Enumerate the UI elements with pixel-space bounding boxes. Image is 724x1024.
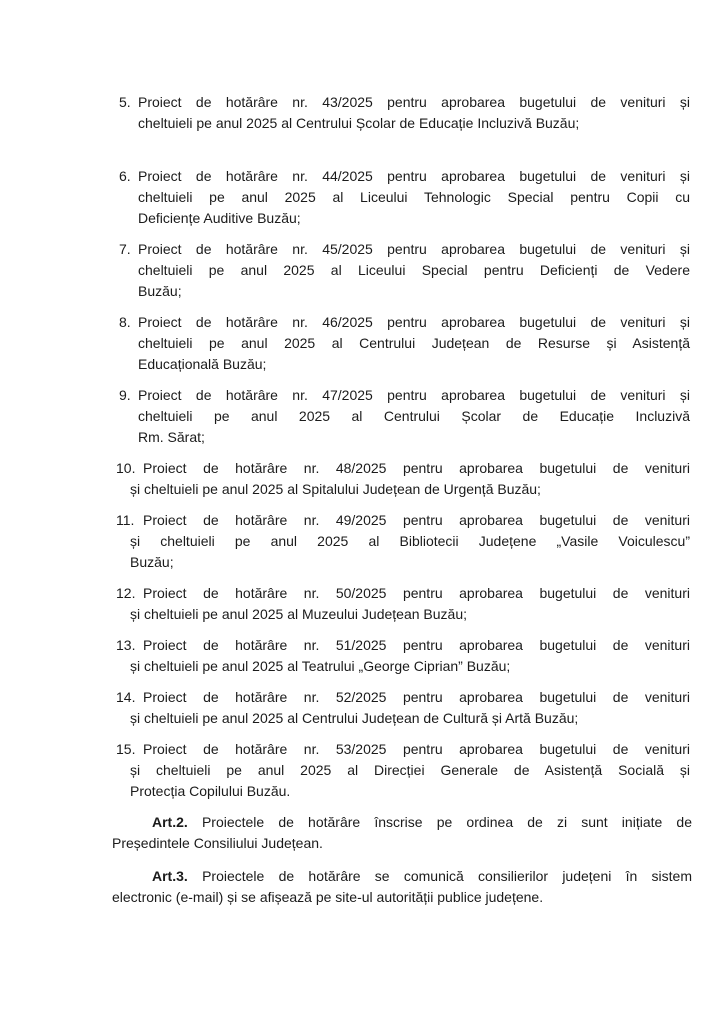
item-line: și cheltuieli pe anul 2025 al Teatrului „George Ciprian” Buzău; xyxy=(130,658,511,674)
item-line: și cheltuieli pe anul 2025 al Spitalului Județean de Urgență Buzău; xyxy=(130,481,541,497)
item-line: Protecția Copilului Buzău. xyxy=(130,783,291,799)
list-item xyxy=(0,385,724,448)
item-line: Proiect de hotărâre nr. 49/2025 pentru aprobarea bugetului de venituri xyxy=(143,512,690,528)
item-line: Proiect de hotărâre nr. 44/2025 pentru aprobarea bugetului de venituri și xyxy=(138,168,690,184)
item-line: și cheltuieli pe anul 2025 al Bibliotecii Județene „Vasile Voiculescu” xyxy=(130,533,690,549)
item-line: cheltuieli pe anul 2025 al Liceului Tehnologic Special pentru Copii cu xyxy=(138,189,690,205)
article xyxy=(0,866,724,908)
item-line: cheltuieli pe anul 2025 al Liceului Special pentru Deficienți de Vedere xyxy=(138,262,690,278)
item-line: Proiect de hotărâre nr. 50/2025 pentru aprobarea bugetului de venituri xyxy=(143,585,690,601)
article-line: electronic (e-mail) și se afișează pe site-ul autorității publice județene. xyxy=(112,889,544,905)
item-number: 14. xyxy=(116,689,136,705)
article-text: Proiectele de hotărâre înscrise pe ordinea de zi sunt inițiate de xyxy=(201,814,692,830)
item-line: Buzău; xyxy=(138,283,182,299)
article-label: Art.2. xyxy=(152,814,188,830)
item-line: Proiect de hotărâre nr. 43/2025 pentru aprobarea bugetului de venituri și xyxy=(138,94,690,110)
list-item xyxy=(0,635,724,677)
item-line: Educațională Buzău; xyxy=(138,356,267,372)
item-line: Buzău; xyxy=(130,554,174,570)
item-line: Proiect de hotărâre nr. 45/2025 pentru aprobarea bugetului de venituri și xyxy=(138,241,690,257)
article-text: Proiectele de hotărâre se comunică consilierilor județeni în sistem xyxy=(202,868,692,884)
item-line: cheltuieli pe anul 2025 al Centrului Școlar de Educație Incluzivă Buzău; xyxy=(138,115,580,131)
list-item xyxy=(0,687,724,729)
list-item xyxy=(0,166,724,229)
item-line: Proiect de hotărâre nr. 47/2025 pentru aprobarea bugetului de venituri și xyxy=(138,387,690,403)
item-line: și cheltuieli pe anul 2025 al Direcției Generale de Asistență Socială și xyxy=(130,762,690,778)
item-line: Proiect de hotărâre nr. 51/2025 pentru aprobarea bugetului de venituri xyxy=(143,637,690,653)
item-number: 5. xyxy=(119,94,131,110)
list-item xyxy=(0,739,724,802)
article-line: Președintele Consiliului Județean. xyxy=(112,835,323,851)
item-number: 6. xyxy=(119,168,131,184)
item-number: 7. xyxy=(119,241,131,257)
item-line: Proiect de hotărâre nr. 53/2025 pentru aprobarea bugetului de venituri xyxy=(143,741,690,757)
item-number: 12. xyxy=(116,585,136,601)
item-number: 13. xyxy=(116,637,136,653)
item-line: cheltuieli pe anul 2025 al Centrului Școlar de Educație Incluzivă xyxy=(138,408,690,424)
list-item xyxy=(0,92,724,134)
article-line xyxy=(112,866,692,887)
list-item xyxy=(0,312,724,375)
article xyxy=(0,812,724,854)
item-line: cheltuieli pe anul 2025 al Centrului Județean de Resurse și Asistență xyxy=(138,335,690,351)
item-line: Proiect de hotărâre nr. 48/2025 pentru aprobarea bugetului de venituri xyxy=(143,460,690,476)
item-number: 15. xyxy=(116,741,136,757)
list-item xyxy=(0,583,724,625)
list-item xyxy=(0,458,724,500)
article-line xyxy=(112,812,692,833)
item-number: 8. xyxy=(119,314,131,330)
item-number: 10. xyxy=(116,460,136,476)
articles xyxy=(0,812,724,908)
item-line: și cheltuieli pe anul 2025 al Muzeului Județean Buzău; xyxy=(130,606,468,622)
item-line: și cheltuieli pe anul 2025 al Centrului Județean de Cultură și Artă Buzău; xyxy=(130,710,579,726)
item-line: Proiect de hotărâre nr. 52/2025 pentru aprobarea bugetului de venituri xyxy=(143,689,690,705)
item-line: Rm. Sărat; xyxy=(138,429,205,445)
article-label: Art.3. xyxy=(152,868,188,884)
list-item xyxy=(0,510,724,573)
item-line: Proiect de hotărâre nr. 46/2025 pentru aprobarea bugetului de venituri și xyxy=(138,314,690,330)
item-number: 11. xyxy=(116,512,135,528)
item-line: Deficiențe Auditive Buzău; xyxy=(138,210,301,226)
agenda-list xyxy=(0,92,724,802)
item-number: 9. xyxy=(119,387,131,403)
list-item xyxy=(0,239,724,302)
